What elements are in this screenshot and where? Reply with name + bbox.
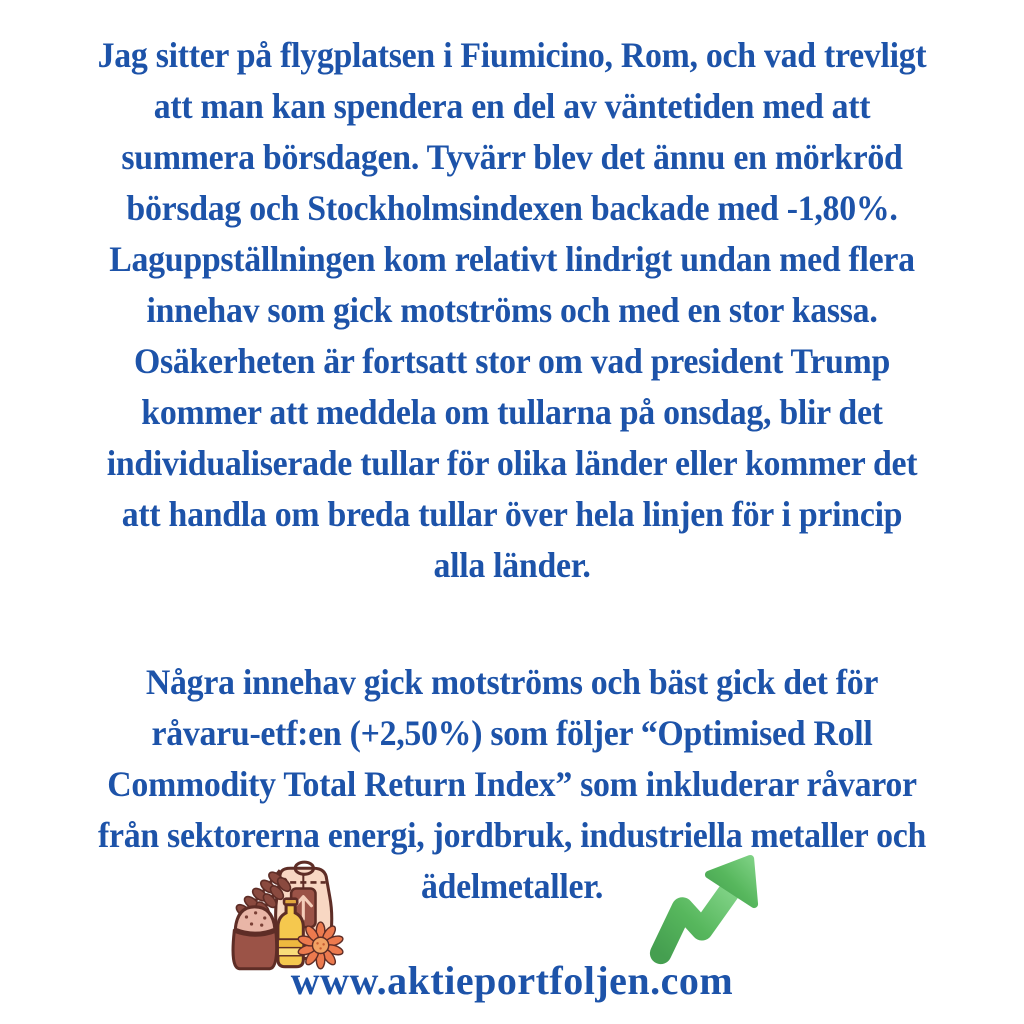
text-line: kommer att meddela om tullarna på onsdag, blir det [141,392,883,432]
text-line: Några innehav gick motströms och bäst gick det för [145,662,879,702]
paragraph-market-summary [0,30,1024,591]
text-line: råvaru-etf:en (+2,50%) som följer “Optimised Roll [151,713,873,753]
text-line: alla länder. [433,545,591,585]
text-line: från sektorerna energi, jordbruk, industriella metaller och [97,815,927,855]
text-line: Osäkerheten är fortsatt stor om vad president Trump [133,341,891,381]
text-line: summera börsdagen. Tyvärr blev det ännu en mörkröd [121,137,903,177]
text-line: Jag sitter på flygplatsen i Fiumicino, Rom, och vad trevligt [97,35,927,75]
website-url: www.aktieportfoljen.com [290,958,734,1003]
text-line: ädelmetaller. [420,866,604,906]
text-line: börsdag och Stockholmsindexen backade med -1,80%. [126,188,898,228]
text-line: Commodity Total Return Index” som inkluderar råvaror [107,764,917,804]
text-line: individualiserade tullar för olika länder eller kommer det [106,443,918,483]
text-line: att handla om breda tullar över hela linjen för i princip [121,494,903,534]
text-line: att man kan spendera en del av väntetiden med att [153,86,871,126]
paragraph-commodity-etf [0,657,1024,912]
text-line: innehav som gick motströms och med en stor kassa. [146,290,878,330]
text-line: Laguppställningen kom relativt lindrigt undan med flera [109,239,915,279]
